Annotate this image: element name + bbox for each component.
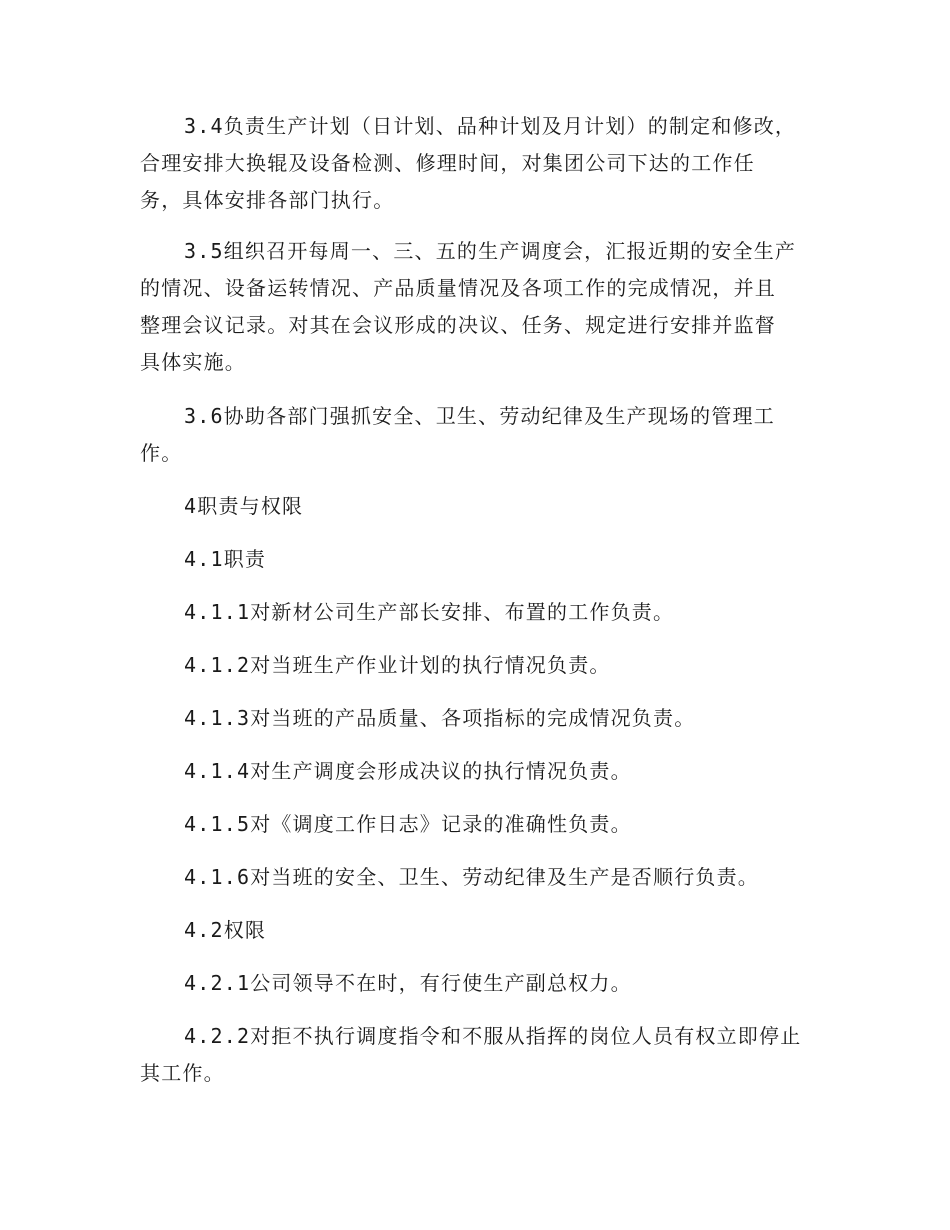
paragraph-line: 具体实施。 (140, 350, 246, 374)
paragraph-line: 务，具体安排各部门执行。 (140, 188, 395, 212)
paragraph-line: 4.2.2对拒不执行调度指令和不服从指挥的岗位人员有权立即停止 (184, 1024, 802, 1048)
paragraph-4-1-1: 4.1.1对新材公司生产部长安排、布置的工作负责。 (184, 600, 675, 624)
paragraph-4-2-2 (140, 1018, 820, 1092)
paragraph-4-1-2: 4.1.2对当班生产作业计划的执行情况负责。 (184, 653, 611, 677)
paragraph-4-1-3: 4.1.3对当班的产品质量、各项指标的完成情况负责。 (184, 706, 696, 730)
paragraph-line: 的情况、设备运转情况、产品质量情况及各项工作的完成情况，并且 (140, 276, 776, 300)
paragraph-line: 3.6协助各部门强抓安全、卫生、劳动纪律及生产现场的管理工 (184, 404, 775, 428)
paragraph-4-1-4: 4.1.4对生产调度会形成决议的执行情况负责。 (184, 759, 632, 783)
paragraph-3-6 (140, 398, 820, 472)
paragraph-line: 作。 (140, 441, 183, 465)
paragraph-line: 整理会议记录。对其在会议形成的决议、任务、规定进行安排并监督 (140, 313, 776, 337)
section-heading-4-2: 4.2权限 (184, 918, 267, 942)
paragraph-line: 合理安排大换辊及设备检测、修理时间，对集团公司下达的工作任 (140, 151, 755, 175)
paragraph-4-1-5: 4.1.5对《调度工作日志》记录的准确性负责。 (184, 812, 632, 836)
section-heading-4-1: 4.1职责 (184, 547, 267, 571)
paragraph-line: 3.4负责生产计划（日计划、品种计划及月计划）的制定和修改， (184, 114, 797, 138)
paragraph-3-4 (140, 108, 820, 219)
paragraph-3-5 (140, 233, 820, 381)
paragraph-4-1-6: 4.1.6对当班的安全、卫生、劳动纪律及生产是否顺行负责。 (184, 865, 760, 889)
paragraph-line: 3.5组织召开每周一、三、五的生产调度会，汇报近期的安全生产 (184, 239, 797, 263)
section-heading-4: 4职责与权限 (184, 494, 304, 518)
paragraph-line: 其工作。 (140, 1061, 225, 1085)
paragraph-4-2-1: 4.2.1公司领导不在时，有行使生产副总权力。 (184, 971, 632, 995)
